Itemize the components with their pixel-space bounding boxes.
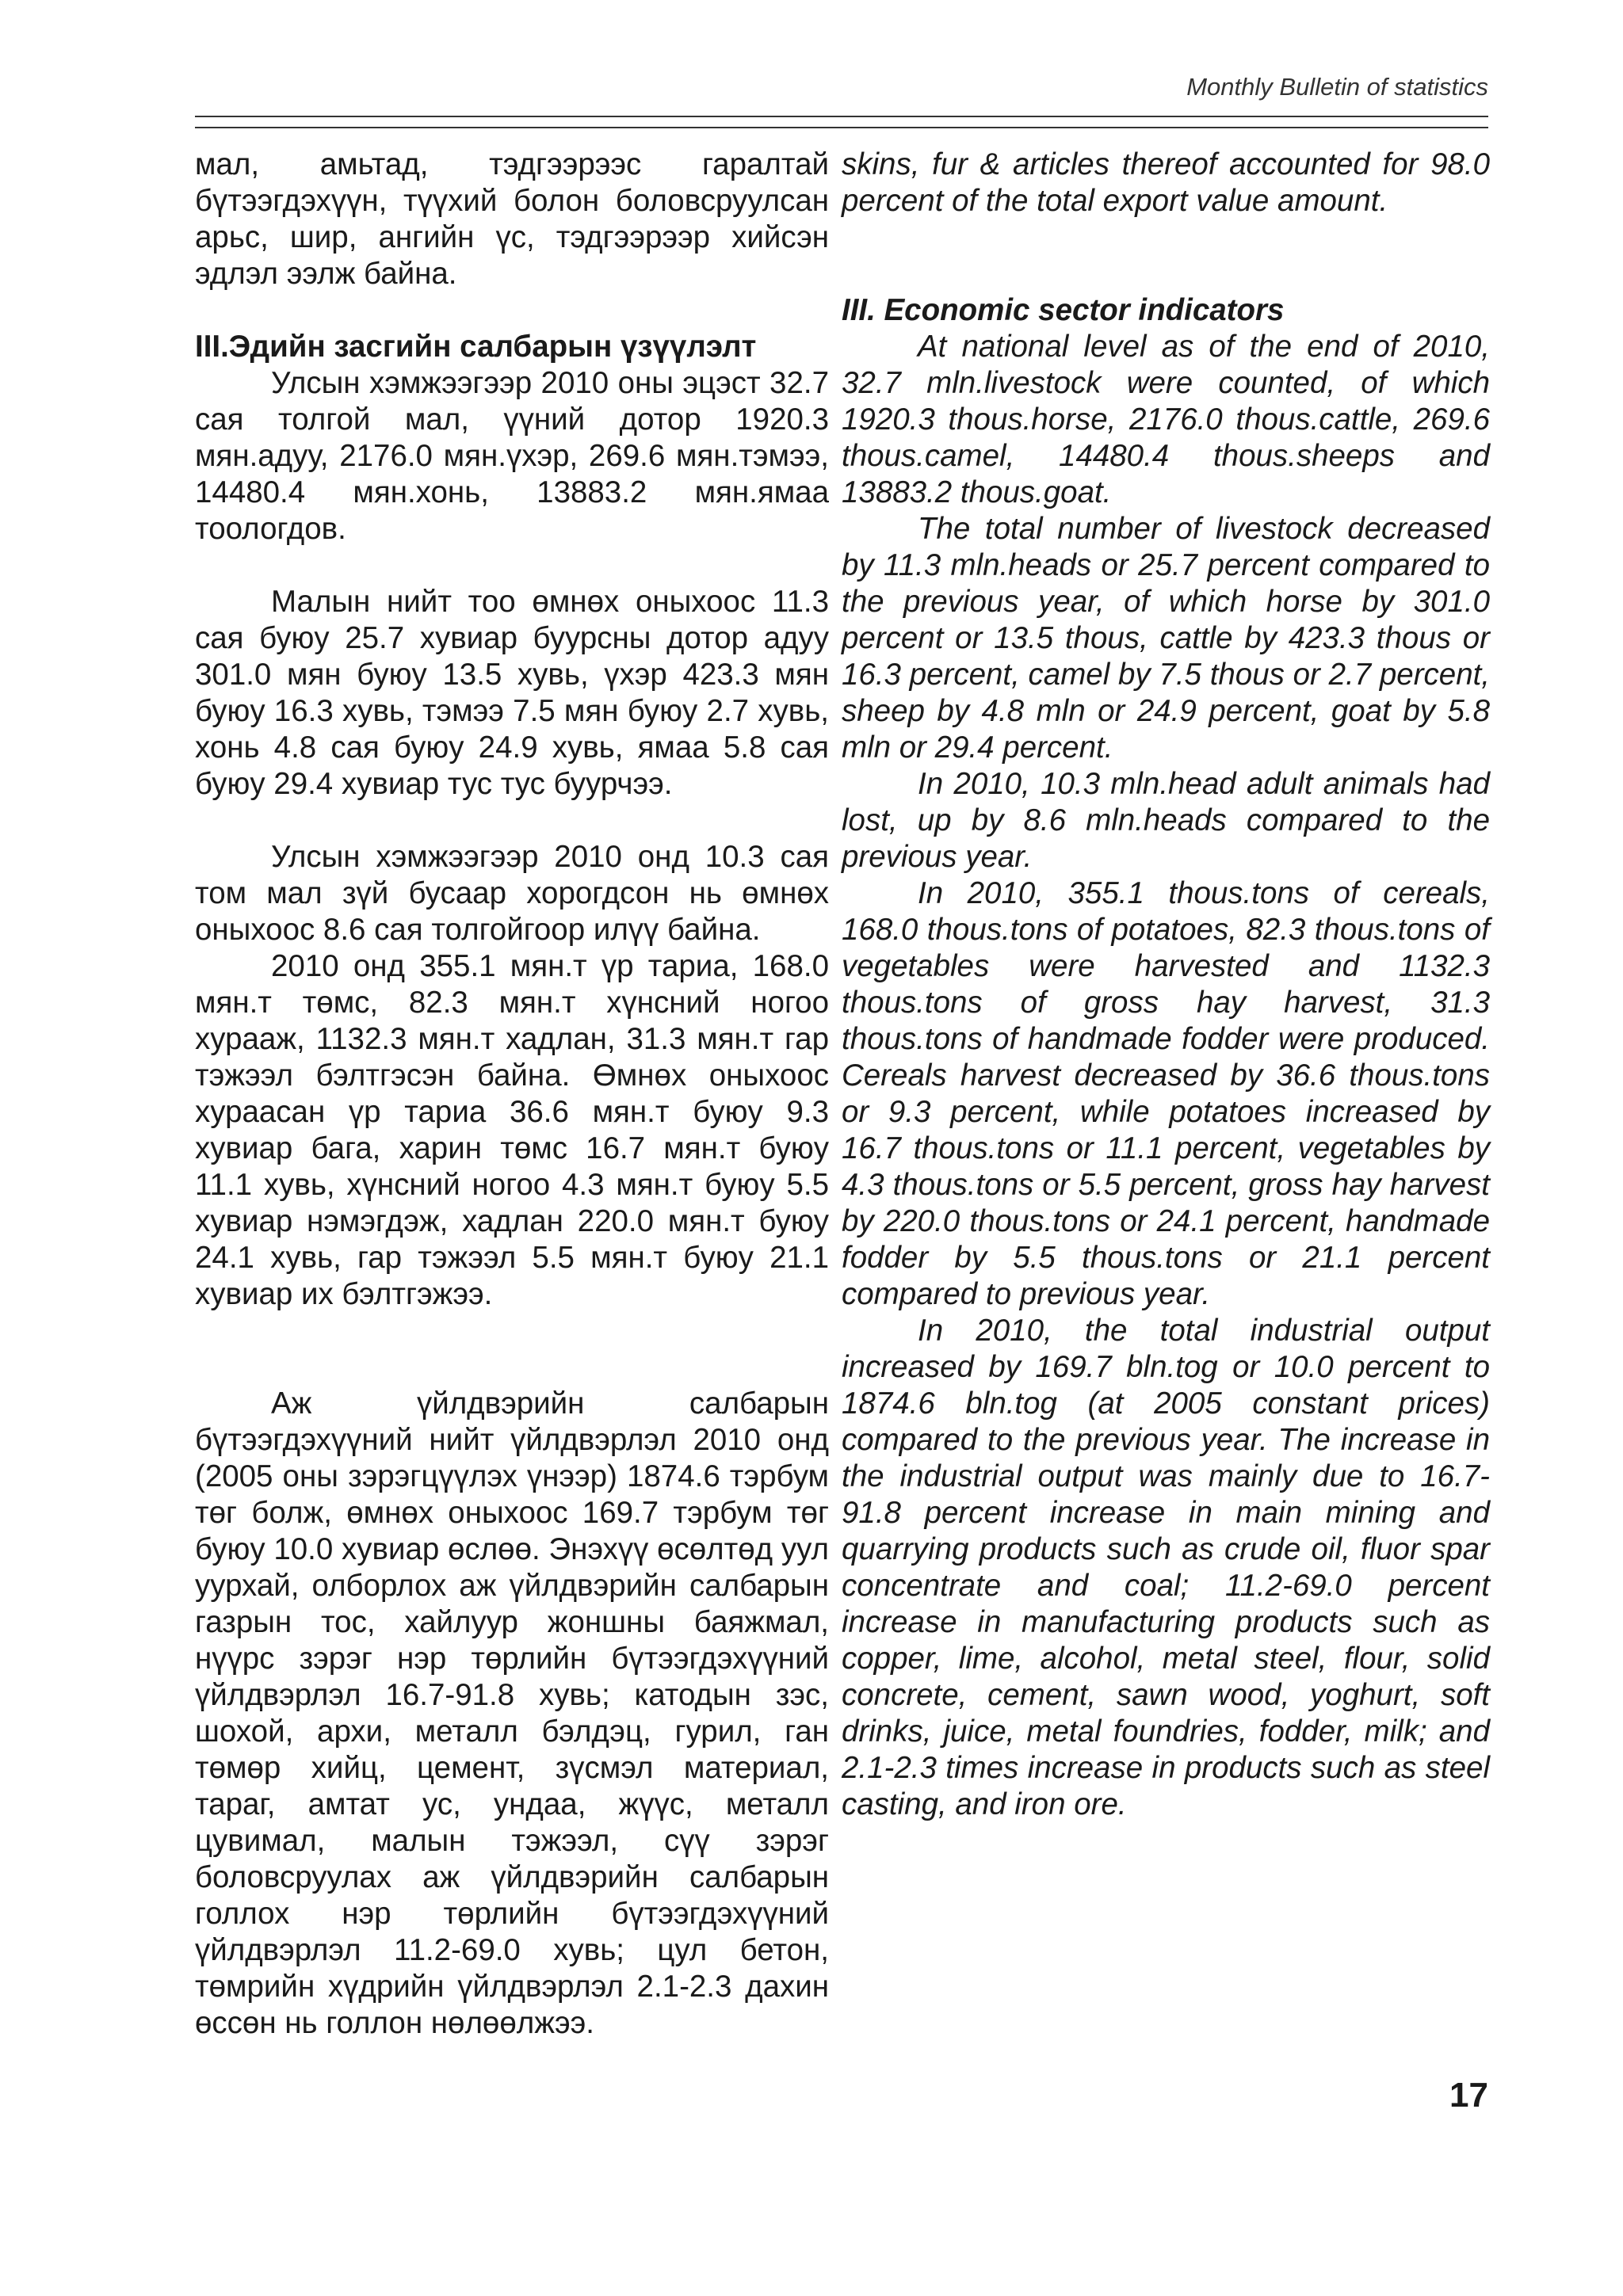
left-livestock-count-paragraph: Улсын хэмжээгээр 2010 оны эцэст 32.7 сая толгой мал, үүний дотор 1920.3 мян.адуу, 2176.0 мян.үхэр, 269.6 мян.тэмээ, 14480.4 мян.хонь, 13883.2 мян.ямаа тоологдов. [195,366,829,546]
header-rule-bottom [195,127,1488,128]
left-harvest-paragraph: 2010 онд 355.1 мян.т үр тариа, 168.0 мян.т төмс, 82.3 мян.т хүнсний ногоо хураaж, 1132.3 мян.т хадлан, 31.3 мян.т гар тэжээл бэлтгэсэн байна. Өмнөх оныхоос хураасан үр тариа 36.6 мян.т буюу 9.3 хувиар бага, харин төмс 16.7 мян.т буюу 11.1 хувь, хүнсний ногоо 4.3 мян.т буюу 5.5 хувиар нэмэгдэж, хадлан 220.0 мян.т буюу 24.1 хувь, гар тэжээл 5.5 мян.т буюу 21.1 хувиар их бэлтгэжээ. [195,949,829,1311]
bulletin-title: Monthly Bulletin of statistics [1186,73,1488,101]
left-section-heading: III.Эдийн засгийн салбарын үзүүлэлт [195,330,757,364]
header-rule-top [195,116,1488,117]
right-section-heading: III. Economic sector indicators [842,293,1285,327]
right-livestock-count-paragraph: At national level as of the end of 2010, 32.7 mln.livestock were counted, of which 1920.3 thous.horse, 2176.0 thous.cattle, 269.6 thous.camel, 14480.4 thous.sheeps and 13883.2 thous.goat. [842,330,1490,509]
right-industry-paragraph: In 2010, the total industrial output increased by 169.7 bln.tog or 10.0 percent to 1874.6 bln.tog (at 2005 constant prices) compared to the previous year. The increase in the industrial output was mainly due to 16.7-91.8 percent increase in main mining and quarrying products such as crude oil, fluor spar concentrate and coal; 11.2-69.0 percent increase in manufacturing products such as copper, lime, alcohol, metal steel, flour, solid concrete, cement, sawn wood, yoghurt, soft drinks, juice, metal foundries, fodder, milk; and 2.1-2.3 times increase in products such as steel casting, and iron ore. [842,1314,1490,1821]
left-adult-animal-loss-paragraph: Улсын хэмжээгээр 2010 онд 10.3 сая том мал зүй бусаар хорогдсон нь өмнөх оныхоос 8.6 сая толгойгоор илүү байна. [195,840,829,947]
right-adult-animal-loss-paragraph: In 2010, 10.3 mln.head adult animals had lost, up by 8.6 mln.heads compared to the previous year. [842,767,1490,874]
left-intro-paragraph: мал, амьтад, тэдгээрээс гаралтай бүтээгдэхүүн, түүхий болон боловсруулсан арьс, шир, ангийн үс, тэдгээрээр хийсэн эдлэл ээлж байна. [195,147,829,291]
left-livestock-decrease-paragraph: Малын нийт тоо өмнөх оныхоос 11.3 сая буюу 25.7 хувиар буурсны дотор адуу 301.0 мян буюу 13.5 хувь, үхэр 423.3 мян буюу 16.3 хувь, тэмээ 7.5 мян буюу 2.7 хувь, хонь 4.8 сая буюу 24.9 хувь, ямаа 5.8 сая буюу 29.4 хувиар тус тус буурчээ. [195,585,829,801]
page-number: 17 [1449,2076,1488,2115]
english-column [842,147,1490,1823]
right-harvest-paragraph: In 2010, 355.1 thous.tons of cereals, 168.0 thous.tons of potatoes, 82.3 thous.tons of vegetables were harvested and 1132.3 thous.tons of gross hay harvest, 31.3 thous.tons of handmade fodder were produced. Cereals harvest decreased by 36.6 thous.tons or 9.3 percent, while potatoes increased by 16.7 thous.tons or 11.1 percent, vegetables by 4.3 thous.tons or 5.5 percent, gross hay harvest by 220.0 thous.tons or 24.1 percent, handmade fodder by 5.5 thous.tons or 21.1 percent compared to previous year. [842,876,1490,1311]
right-intro-paragraph: skins, fur & articles thereof accounted for 98.0 percent of the total export value amount. [842,147,1490,218]
mongolian-column [195,147,829,2042]
left-industry-paragraph: Аж үйлдвэрийн салбарын бүтээгдэхүүний нийт үйлдвэрлэл 2010 онд (2005 оны зэрэгцүүлэх үнээр) 1874.6 тэрбум төг болж, өмнөх оныхоос 169.7 тэрбум төг буюу 10.0 хувиар өслөө. Энэхүү өсөлтөд уул уурхай, олборлох аж үйлдвэрийн салбарын газрын тос, хайлуур жоншны баяжмал, нүүрс зэрэг нэр төрлийн бүтээгдэхүүний үйлдвэрлэл 16.7-91.8 хувь; катодын зэс, шохой, архи, металл бэлдэц, гурил, ган төмөр хийц, цемент, зүсмэл материал, тараг, амтат ус, ундаа, жүүс, металл цувимал, малын тэжээл, сүү зэрэг боловсруулах аж үйлдвэрийн салбарын голлох нэр төрлийн бүтээгдэхүүний үйлдвэрлэл 11.2-69.0 хувь; цул бетон, төмрийн хүдрийн үйлдвэрлэл 2.1-2.3 дахин өссөн нь голлон нөлөөлжээ. [195,1386,829,2040]
right-livestock-decrease-paragraph: The total number of livestock decreased by 11.3 mln.heads or 25.7 percent compared to the previous year, of which horse by 301.0 percent or 13.5 thous, cattle by 423.3 thous or 16.3 percent, camel by 7.5 thous or 2.7 percent, sheep by 4.8 mln or 24.9 percent, goat by 5.8 mln or 29.4 percent. [842,512,1490,765]
